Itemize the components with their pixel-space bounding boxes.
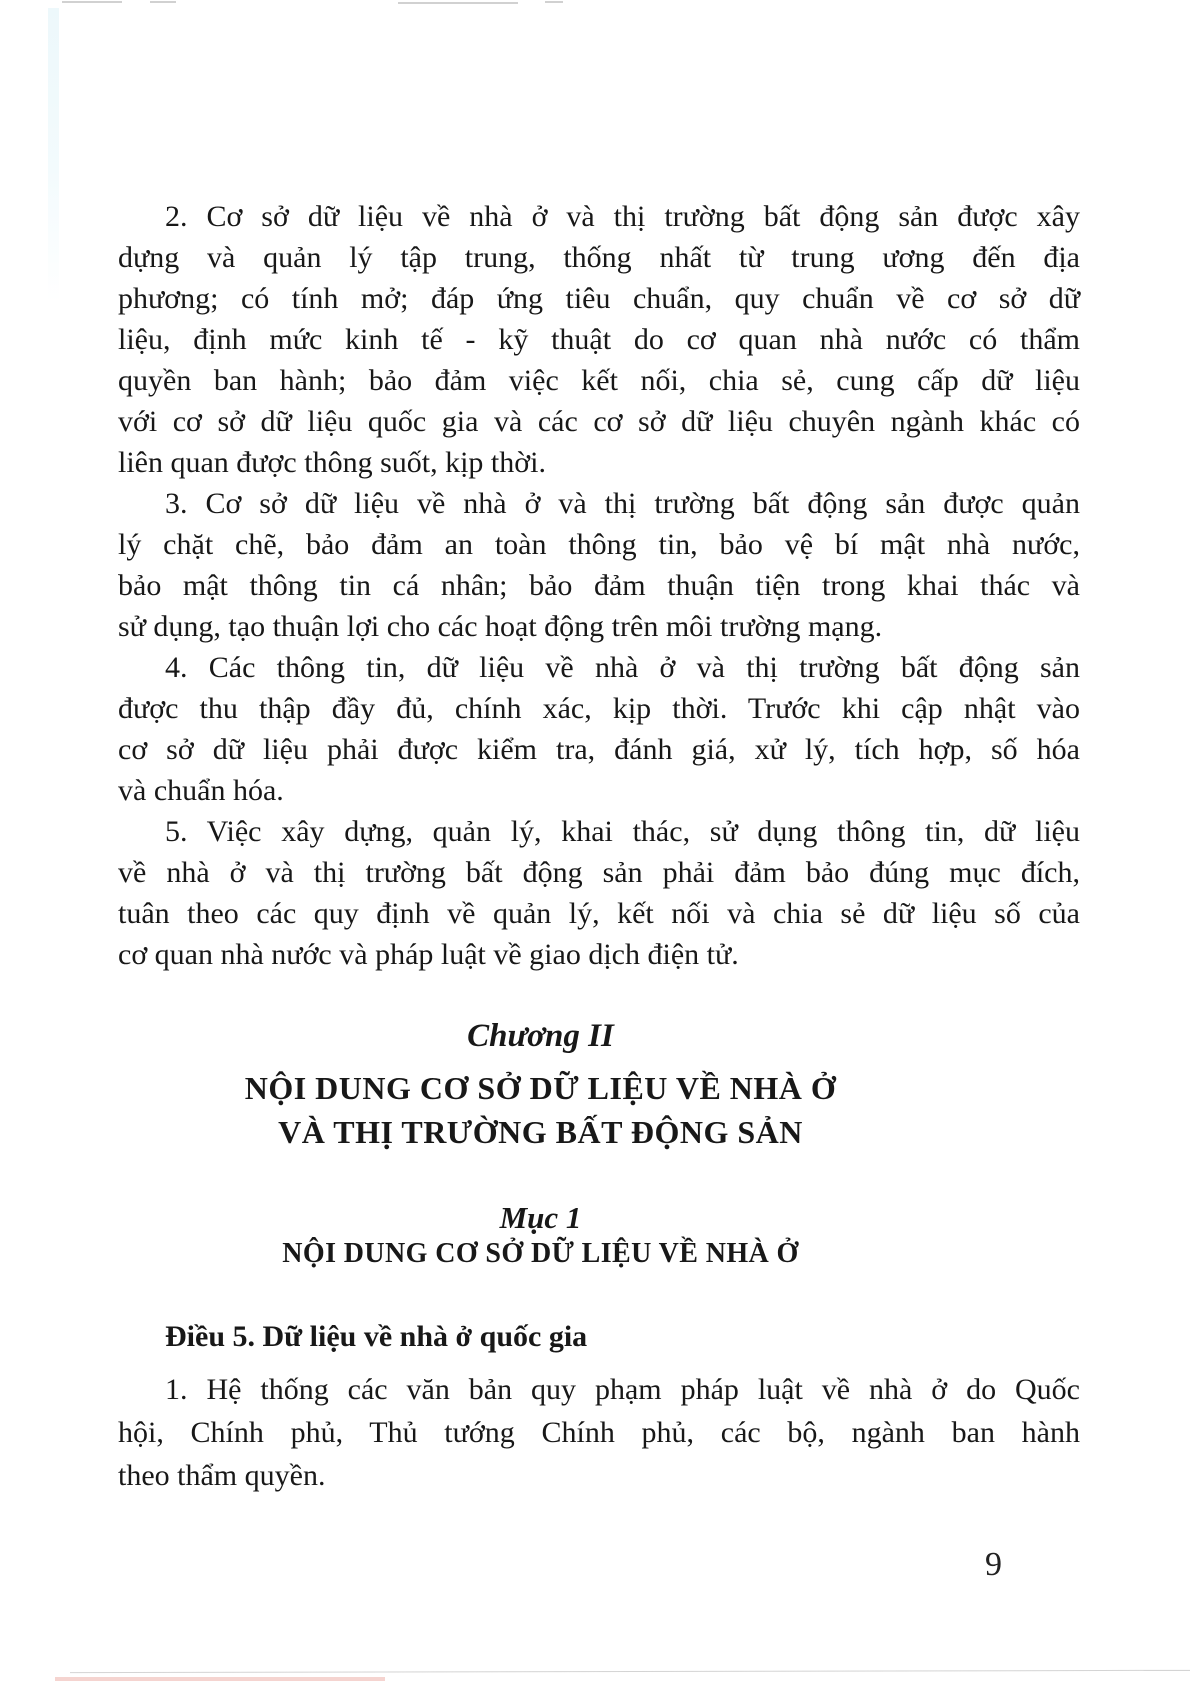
text-line: 1. Hệ thống các văn bản quy phạm pháp luật về nhà ở do Quốc (165, 1373, 1080, 1406)
intro-paragraphs (118, 196, 1080, 975)
text-line: cơ sở dữ liệu phải được kiểm tra, đánh giá, xử lý, tích hợp, số hóa (118, 733, 1080, 766)
text-line: lý chặt chẽ, bảo đảm an toàn thông tin, bảo vệ bí mật nhà nước, (118, 528, 1080, 561)
scan-artifact-bottom-line (70, 1670, 1190, 1673)
text-line: 2. Cơ sở dữ liệu về nhà ở và thị trường bất động sản được xây (165, 200, 1080, 233)
chapter-title-line-1: NỘI DUNG CƠ SỞ DỮ LIỆU VỀ NHÀ Ở (244, 1070, 837, 1106)
article-paragraphs (118, 1368, 1080, 1497)
text-line: quyền ban hành; bảo đảm việc kết nối, chia sẻ, cung cấp dữ liệu (118, 364, 1080, 397)
paragraph (118, 647, 1080, 811)
text-line: phương; có tính mở; đáp ứng tiêu chuẩn, quy chuẩn về cơ sở dữ (118, 282, 1080, 315)
paragraph (118, 483, 1080, 647)
chapter-title (118, 1066, 963, 1154)
text-line: được thu thập đầy đủ, chính xác, kịp thời. Trước khi cập nhật vào (118, 692, 1080, 725)
text-line: liên quan được thông suốt, kịp thời. (118, 446, 546, 479)
section-kicker: Mục 1 (499, 1200, 582, 1235)
page-number: 9 (985, 1546, 1002, 1583)
text-line: bảo mật thông tin cá nhân; bảo đảm thuận tiện trong khai thác và (118, 569, 1080, 602)
article-heading: Điều 5. Dữ liệu về nhà ở quốc gia (165, 1320, 588, 1353)
text-line: với cơ sở dữ liệu quốc gia và các cơ sở dữ liệu chuyên ngành khác có (118, 405, 1080, 438)
text-line: theo thẩm quyền. (118, 1459, 326, 1492)
paragraph (118, 196, 1080, 483)
text-line: hội, Chính phủ, Thủ tướng Chính phủ, các bộ, ngành ban hành (118, 1416, 1080, 1449)
paragraph (118, 811, 1080, 975)
chapter-kicker: Chương II (467, 1018, 614, 1054)
text-line: và chuẩn hóa. (118, 774, 284, 807)
text-line: về nhà ở và thị trường bất động sản phải đảm bảo đúng mục đích, (118, 856, 1080, 889)
section-title: NỘI DUNG CƠ SỞ DỮ LIỆU VỀ NHÀ Ở (282, 1238, 799, 1269)
text-line: cơ quan nhà nước và pháp luật về giao dịch điện tử. (118, 938, 739, 971)
scan-artifact-bottom-pink (55, 1677, 385, 1681)
text-line: dựng và quản lý tập trung, thống nhất từ trung ương đến địa (118, 241, 1080, 274)
scan-artifact-top-specks (0, 0, 1190, 6)
text-line: 5. Việc xây dựng, quản lý, khai thác, sử dụng thông tin, dữ liệu (165, 815, 1080, 848)
paragraph (118, 1368, 1080, 1497)
scan-artifact-blue-strip (48, 8, 59, 303)
chapter-title-line-2: VÀ THỊ TRƯỜNG BẤT ĐỘNG SẢN (278, 1114, 803, 1150)
text-line: 4. Các thông tin, dữ liệu về nhà ở và thị trường bất động sản (165, 651, 1080, 684)
text-line: 3. Cơ sở dữ liệu về nhà ở và thị trường bất động sản được quản (165, 487, 1080, 520)
text-line: sử dụng, tạo thuận lợi cho các hoạt động trên môi trường mạng. (118, 610, 883, 643)
text-line: liệu, định mức kinh tế - kỹ thuật do cơ quan nhà nước có thẩm (118, 323, 1080, 356)
text-line: tuân theo các quy định về quản lý, kết nối và chia sẻ dữ liệu số của (118, 897, 1080, 930)
